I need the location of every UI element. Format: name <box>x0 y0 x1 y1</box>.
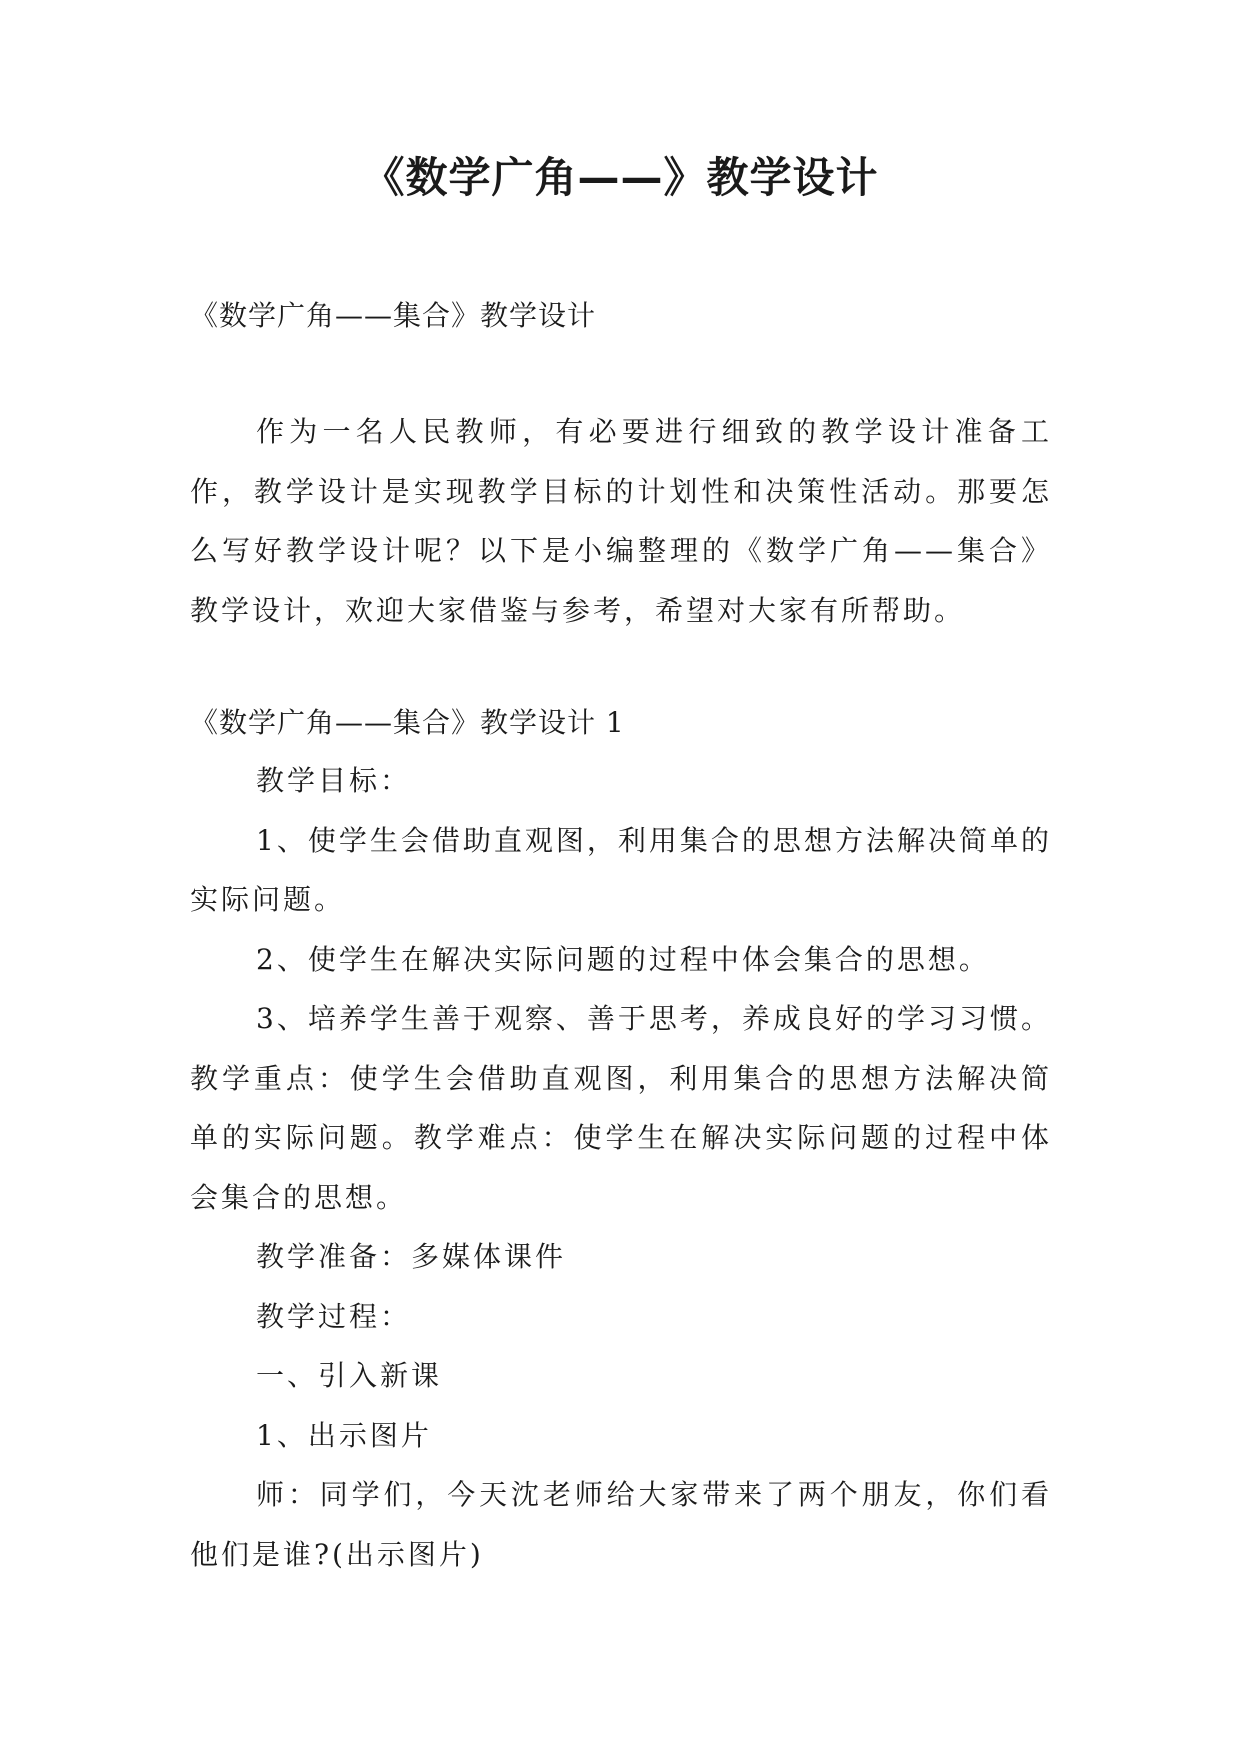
paragraph-preparation: 教学准备：多媒体课件 <box>256 1240 567 1273</box>
paragraph-objective-1: 1、使学生会借助直观图，利用集合的思想方法解决简单的实际问题。 <box>190 823 1052 916</box>
paragraph-objective-3: 3、培养学生善于观察、善于思考，养成良好的学习习惯。教学重点：使学生会借助直观图，利用集合的思想方法解决简单的实际问题。教学难点：使学生在解决实际问题的过程中体会集合的思想。 <box>190 1002 1052 1214</box>
paragraph-teacher-line: 师：同学们，今天沈老师给大家带来了两个朋友，你们看他们是谁?(出示图片) <box>190 1478 1052 1571</box>
intro-section <box>190 402 1052 640</box>
paragraph-objectives-heading: 教学目标： <box>256 764 412 797</box>
intro-paragraph: 作为一名人民教师，有必要进行细致的教学设计准备工作，教学设计是实现教学目标的计划性和决策性活动。那要怎么写好教学设计呢？以下是小编整理的《数学广角——集合》教学设计，欢迎大家借鉴与参考，希望对大家有所帮助。 <box>190 415 1052 627</box>
paragraph-objective-2: 2、使学生在解决实际问题的过程中体会集合的思想。 <box>256 942 990 976</box>
document-subtitle: 《数学广角——集合》教学设计 <box>190 299 597 332</box>
paragraph-step-one: 一、引入新课 <box>256 1359 443 1392</box>
paragraph-show-pictures: 1、出示图片 <box>256 1418 432 1452</box>
paragraph-process-heading: 教学过程： <box>256 1299 412 1333</box>
section-body <box>190 751 1052 1584</box>
section-title: 《数学广角——集合》教学设计 1 <box>190 706 625 739</box>
document-title: 《数学广角——》教学设计 <box>362 153 879 202</box>
